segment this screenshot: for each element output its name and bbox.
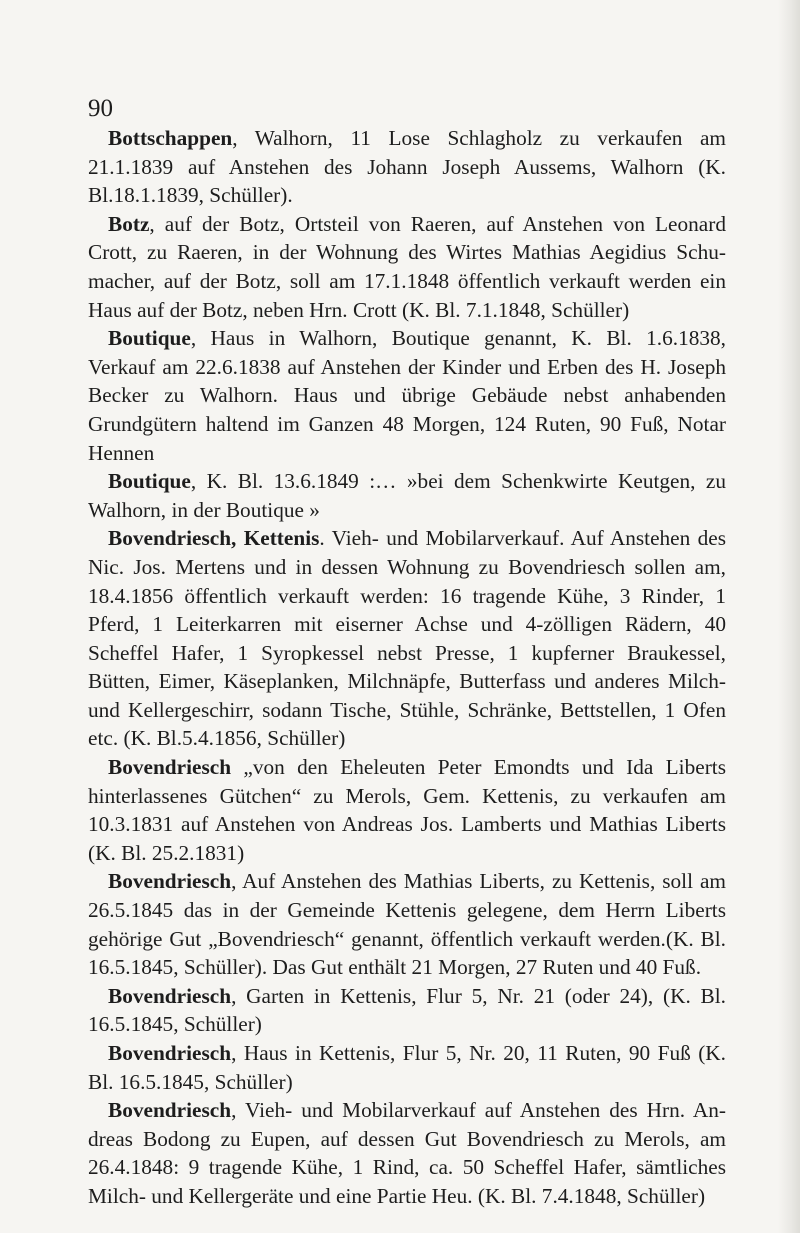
- entry-list: [88, 124, 726, 1211]
- entry-heading: Bovendriesch: [108, 1041, 232, 1065]
- entry-bovendriesch-kettenis: [88, 524, 726, 753]
- entry-bovendriesch-gut: [88, 867, 726, 981]
- entry-text: , auf der Botz, Ortsteil von Raeren, auf Anstehen von Leonard Crott, zu Raeren, in der Wohnung des Wirtes Mathias Aegidius Schumacher, auf der Botz, soll am 17.1.1848 öffentlich verkauft werden ein Haus auf der Botz, neben Hrn. Crott (K. Bl. 7.1.1848, Schüller): [88, 211, 726, 322]
- entry-text: , Vieh- und Mobilarverkauf auf Anstehen des Hrn. Andreas Bodong zu Eupen, auf dessen Gut Bovendriesch zu Merols, am 26.4.1848: 9 tragende Kühe, 1 Rind, ca. 50 Scheffel Hafer, sämtliches Milch- und Kellergeräte und eine Partie Heu. (K. Bl. 7.4.1848, Schüller): [88, 1098, 726, 1208]
- entry-bovendriesch-haus: [88, 1039, 726, 1096]
- entry-heading: Bovendriesch, Kettenis: [108, 526, 320, 551]
- entry-text: , Walhorn, 11 Lose Schlagholz zu verkaufen am 21.1.1839 auf Anstehen des Johann Joseph Aussems, Walhorn (K. Bl.18.1.1839, Schüller).: [88, 126, 726, 208]
- entry-heading: Bovendriesch: [108, 1098, 232, 1123]
- entry-heading: Boutique: [108, 469, 191, 494]
- entry-text: , Haus in Walhorn, Boutique genannt, K. Bl. 1.6.1838, Verkauf am 22.6.1838 auf Anstehen der Kinder und Erben des H. Joseph Becker zu Walhorn. Haus und übrige Gebäude nebst anhabenden Grundgütern haltend im Ganzen 48 Morgen, 124 Ruten, 90 Fuß, Notar Hennen: [88, 326, 726, 465]
- entry-text: „von den Eheleuten Peter Emondts und Ida Liberts hinterlassenes Gütchen“ zu Merols, Gem. Kettenis, zu verkaufen am 10.3.1831 auf Anstehen von Andreas Jos. Lamberts und Mathias Liberts (K. Bl. 25.2.1831): [88, 755, 726, 865]
- entry-botz: [88, 210, 726, 324]
- entry-heading: Bovendriesch: [108, 869, 232, 894]
- entry-bovendriesch-merols: [88, 753, 726, 867]
- entry-bottschappen: [88, 124, 726, 210]
- entry-boutique-1: [88, 324, 726, 467]
- page-edge: [778, 0, 800, 1233]
- entry-text: , Haus in Kettenis, Flur 5, Nr. 20, 11 Ruten, 90 Fuß (K. Bl. 16.5.1845, Schüller): [88, 1041, 726, 1094]
- entry-bovendriesch-vieh: [88, 1096, 726, 1210]
- entry-text: , Garten in Kettenis, Flur 5, Nr. 21 (oder 24), (K. Bl. 16.5.1845, Schüller): [88, 983, 726, 1037]
- entry-heading: Bovendriesch: [108, 755, 232, 780]
- page-number: 90: [88, 95, 113, 122]
- entry-heading: Bovendriesch: [108, 983, 232, 1008]
- entry-text: . Vieh- und Mobilarverkauf. Auf Anstehen des Nic. Jos. Mertens und in dessen Wohnung zu Bovendriesch sollen am, 18.4.1856 öffentlich verkauft werden: 16 tragende Kühe, 3 Rinder, 1 Pferd, 1 Leiterkarren mit eiserner Achse und 4-zölligen Rädern, 40 Scheffel Hafer, 1 Syropkessel nebst Presse, 1 kupferner Braukessel, Bütten, Eimer, Käseplanken, Milchnäpfe, Butterfass und anderes Milch- und Kellergeschirr, sodann Tische, Stühle, Schränke, Bettstellen, 1 Ofen etc. (K. Bl.5.4.1856, Schüller): [88, 526, 726, 751]
- entry-heading: Bottschappen: [108, 126, 233, 150]
- entry-boutique-2: [88, 467, 726, 524]
- entry-text: , Auf Anstehen des Mathias Liberts, zu Kettenis, soll am 26.5.1845 das in der Gemeinde Kettenis gelegene, dem Herrn Liberts gehörige Gut „Bovendriesch“ genannt, öffentlich verkauft werden.(K. Bl. 16.5.1845, Schüller). Das Gut enthält 21 Morgen, 27 Ruten und 40 Fuß.: [88, 869, 726, 980]
- entry-bovendriesch-garten: [88, 982, 726, 1039]
- entry-text: , K. Bl. 13.6.1849 :… »bei dem Schenkwirte Keutgen, zu Walhorn, in der Boutique »: [88, 469, 726, 522]
- entry-heading: Botz: [108, 211, 150, 236]
- entry-heading: Boutique: [108, 326, 191, 351]
